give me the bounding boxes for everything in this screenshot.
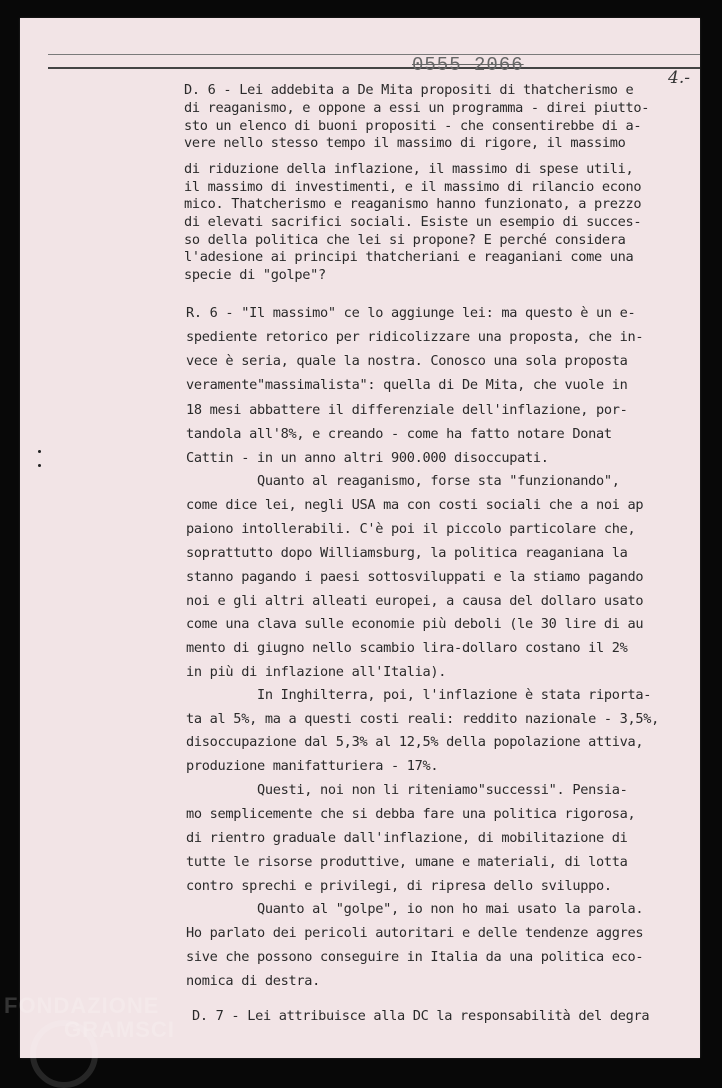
r6-line: mo semplicemente che si debba fare una politica rigorosa, [186, 806, 636, 822]
d6-line: l'adesione ai principi thatcheriani e reaganiani come una [184, 249, 634, 265]
document-page [20, 18, 700, 1058]
r6-line: noi e gli altri alleati europei, a causa del dollaro usato [186, 593, 644, 609]
r6-line: Cattin - in un anno altri 900.000 disoccupati. [186, 450, 549, 466]
r6-line: veramente"massimalista": quella di De Mita, che vuole in [186, 377, 628, 393]
r6-line: disoccupazione dal 5,3% al 12,5% della popolazione attiva, [186, 734, 644, 750]
r6-line: sive che possono conseguire in Italia da una politica eco- [186, 949, 644, 965]
d6-line: vere nello stesso tempo il massimo di rigore, il massimo [184, 135, 626, 151]
r6-line: come dice lei, negli USA ma con costi sociali che a noi ap [186, 497, 644, 513]
r6-line: mento di giugno nello scambio lira-dollaro costano il 2% [186, 640, 628, 656]
top-rule-thick [48, 67, 700, 69]
r6-line: contro sprechi e privilegi, di ripresa dello sviluppo. [186, 878, 612, 894]
d6-line: sto un elenco di buoni propositi - che consentirebbe di a- [184, 118, 642, 134]
d6-line: specie di "golpe"? [184, 267, 326, 283]
r6-line: tandola all'8%, e creando - come ha fatto notare Donat [186, 426, 612, 442]
archive-stamp: 0555 2066 [412, 54, 524, 76]
r6-line: in più di inflazione all'Italia). [186, 664, 447, 680]
r6-line: stanno pagando i paesi sottosviluppati e la stiamo pagando [186, 569, 644, 585]
r6-line: 18 mesi abbattere il differenziale dell'inflazione, por- [186, 402, 628, 418]
d7-line: D. 7 - Lei attribuisce alla DC la responsabilità del degra [192, 1008, 650, 1024]
margin-mark [38, 464, 41, 467]
r6-line: ta al 5%, ma a questi costi reali: reddito nazionale - 3,5%, [186, 711, 660, 727]
d6-line: di riduzione della inflazione, il massimo di spese utili, [184, 161, 634, 177]
d6-line: so della politica che lei si propone? E perché considera [184, 232, 626, 248]
r6-line: produzione manifatturiera - 17%. [186, 758, 439, 774]
watermark-logo-icon [30, 1020, 98, 1088]
top-rule [48, 54, 700, 55]
d6-line: di elevati sacrifici sociali. Esiste un esempio di succes- [184, 214, 642, 230]
r6-line: nomica di destra. [186, 973, 321, 989]
r6-line: R. 6 - "Il massimo" ce lo aggiunge lei: ma questo è un e- [186, 305, 636, 321]
r6-line: paiono intollerabili. C'è poi il piccolo particolare che, [186, 521, 636, 537]
r6-line: soprattutto dopo Williamsburg, la politica reaganiana la [186, 545, 628, 561]
fondazione-gramsci-watermark: FONDAZIONE GRAMSCI [4, 993, 175, 1042]
d6-line: di reaganismo, e oppone a essi un programma - direi piutto- [184, 100, 650, 116]
r6-line: tutte le risorse produttive, umane e materiali, di lotta [186, 854, 628, 870]
page-number: 4.- [668, 68, 690, 88]
r6-line: di rientro graduale dall'inflazione, di mobilitazione di [186, 830, 628, 846]
r6-line: Ho parlato dei pericoli autoritari e delle tendenze aggres [186, 925, 644, 941]
r6-line: spediente retorico per ridicolizzare una proposta, che in- [186, 329, 644, 345]
r6-line: Quanto al reaganismo, forse sta "funzionando", [186, 473, 620, 489]
d6-line: D. 6 - Lei addebita a De Mita propositi di thatcherismo e [184, 82, 634, 98]
r6-line: come una clava sulle economie più deboli (le 30 lire di au [186, 616, 644, 632]
d6-line: mico. Thatcherismo e reaganismo hanno funzionato, a prezzo [184, 196, 642, 212]
d6-line: il massimo di investimenti, e il massimo di rilancio econo [184, 179, 642, 195]
r6-line: Quanto al "golpe", io non ho mai usato la parola. [186, 901, 644, 917]
margin-mark [38, 450, 41, 453]
r6-line: Questi, noi non li riteniamo"successi". Pensia- [186, 782, 628, 798]
r6-line: In Inghilterra, poi, l'inflazione è stata riporta- [186, 687, 652, 703]
r6-line: vece è seria, quale la nostra. Conosco una sola proposta [186, 353, 628, 369]
